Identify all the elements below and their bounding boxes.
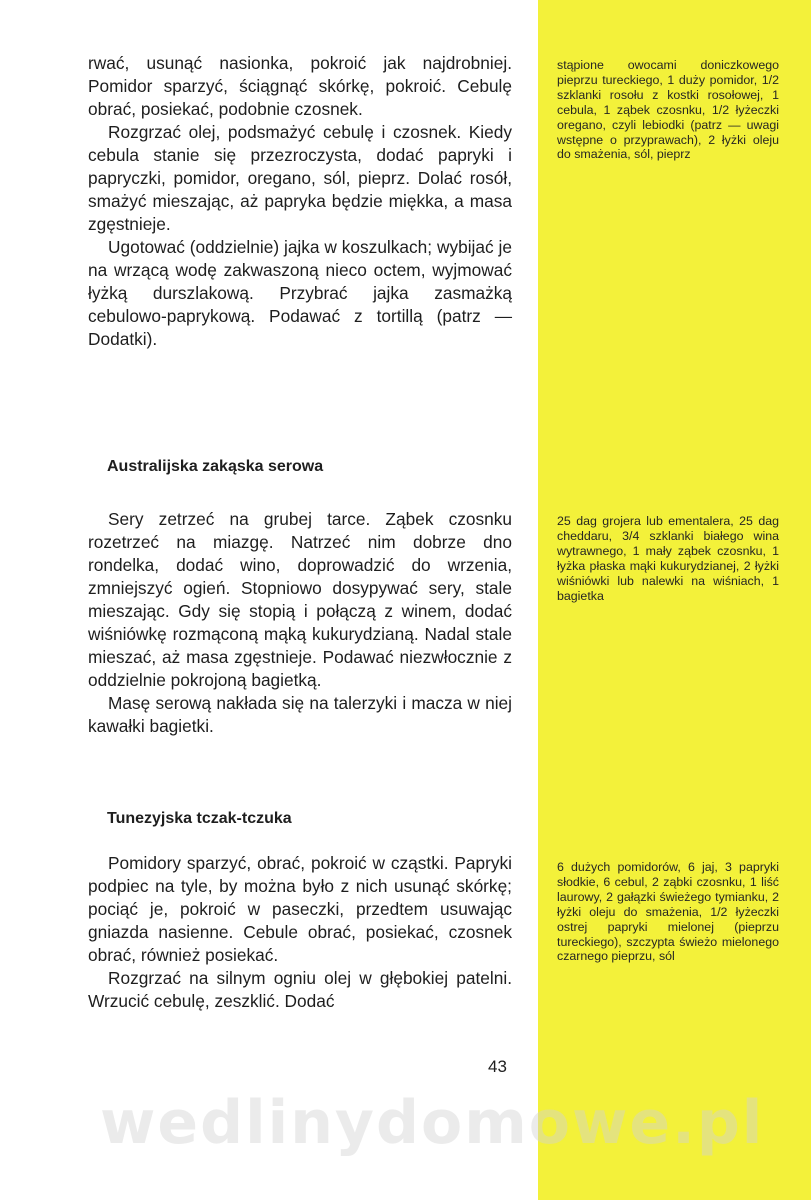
watermark: wedlinydomowe.pl — [100, 1088, 765, 1158]
recipe1-paragraph: Rozgrzać olej, podsmażyć cebulę i czosnek. Kiedy cebula stanie się przezroczysta, dodać papryki i papryczki, pomidor, oregano, sól, pieprz. Dolać rosół, smażyć mieszając, aż papryka będzie miękka, a masa zgęstnieje. — [88, 122, 512, 234]
recipe3-title: Tunezyjska tczak-tczuka — [107, 810, 292, 827]
recipe3-ingredients: 6 dużych pomidorów, 6 jaj, 3 papryki słodkie, 6 cebul, 2 ząbki czosnku, 1 liść laurowy, 2 gałązki świeżego tymianku, 2 łyżki oleju do smażenia, 1/2 łyżeczki ostrej papryki mielonej (pieprzu tureckiego), szczypta świeżo mielonego czarnego pieprzu, sól — [557, 860, 779, 964]
recipe3-paragraph: Pomidory sparzyć, obrać, pokroić w cząstki. Papryki podpiec na tyle, by można było z nich usunąć skórkę; pociąć je, pokroić w paseczki, przedtem usuwając gniazda nasienne. Cebule obrać, posiekać, czosnek obrać, również posiekać. — [88, 853, 512, 965]
recipe2-title: Australijska zakąska serowa — [107, 458, 324, 475]
recipe1-body — [88, 52, 512, 351]
recipe2-body — [88, 508, 512, 738]
recipe1-paragraph: rwać, usunąć nasionka, pokroić jak najdrobniej. Pomidor sparzyć, ściągnąć skórkę, pokroić. Cebulę obrać, posiekać, podobnie czosnek. — [88, 53, 512, 119]
recipe2-paragraph: Sery zetrzeć na grubej tarce. Ząbek czosnku rozetrzeć na miazgę. Natrzeć nim dobrze dno rondelka, dodać wino, doprowadzić do wrzenia, zmniejszyć ogień. Stopniowo dosypywać sery, stale mieszając. Gdy się stopią i połączą z winem, dodać wiśniówkę rozmąconą mąką kukurydzianą. Nadal stale mieszać, aż masa zgęstnieje. Podawać niezwłocznie z oddzielnie pokrojoną bagietką. — [88, 509, 512, 690]
recipe1-ingredients: stąpione owocami doniczkowego pieprzu tureckiego, 1 duży pomidor, 1/2 szklanki rosołu z kostki rosołowej, 1 cebula, 1 ząbek czosnku, 1/2 łyżeczki oregano, czyli lebiodki (patrz — uwagi wstępne o przyprawach), 2 łyżki oleju do smażenia, sól, pieprz — [557, 58, 779, 162]
recipe3-body — [88, 852, 512, 1013]
recipe2-paragraph: Masę serową nakłada się na talerzyki i macza w niej kawałki bagietki. — [88, 693, 512, 736]
page-number: 43 — [488, 1057, 507, 1076]
recipe1-paragraph: Ugotować (oddzielnie) jajka w koszulkach; wybijać je na wrzącą wodę zakwaszoną nieco octem, wyjmować łyżką durszlakową. Przybrać jajka zasmażką cebulowo-paprykową. Podawać z tortillą (patrz — Dodatki). — [88, 237, 512, 349]
recipe3-paragraph: Rozgrzać na silnym ogniu olej w głębokiej patelni. Wrzucić cebulę, zeszklić. Dodać — [88, 968, 512, 1011]
recipe2-ingredients: 25 dag grojera lub ementalera, 25 dag cheddaru, 3/4 szklanki białego wina wytrawnego, 1 mały ząbek czosnku, 1 łyżka płaska mąki kukurydzianej, 2 łyżki wiśniówki lub nalewki na wiśniach, 1 bagietka — [557, 514, 779, 603]
